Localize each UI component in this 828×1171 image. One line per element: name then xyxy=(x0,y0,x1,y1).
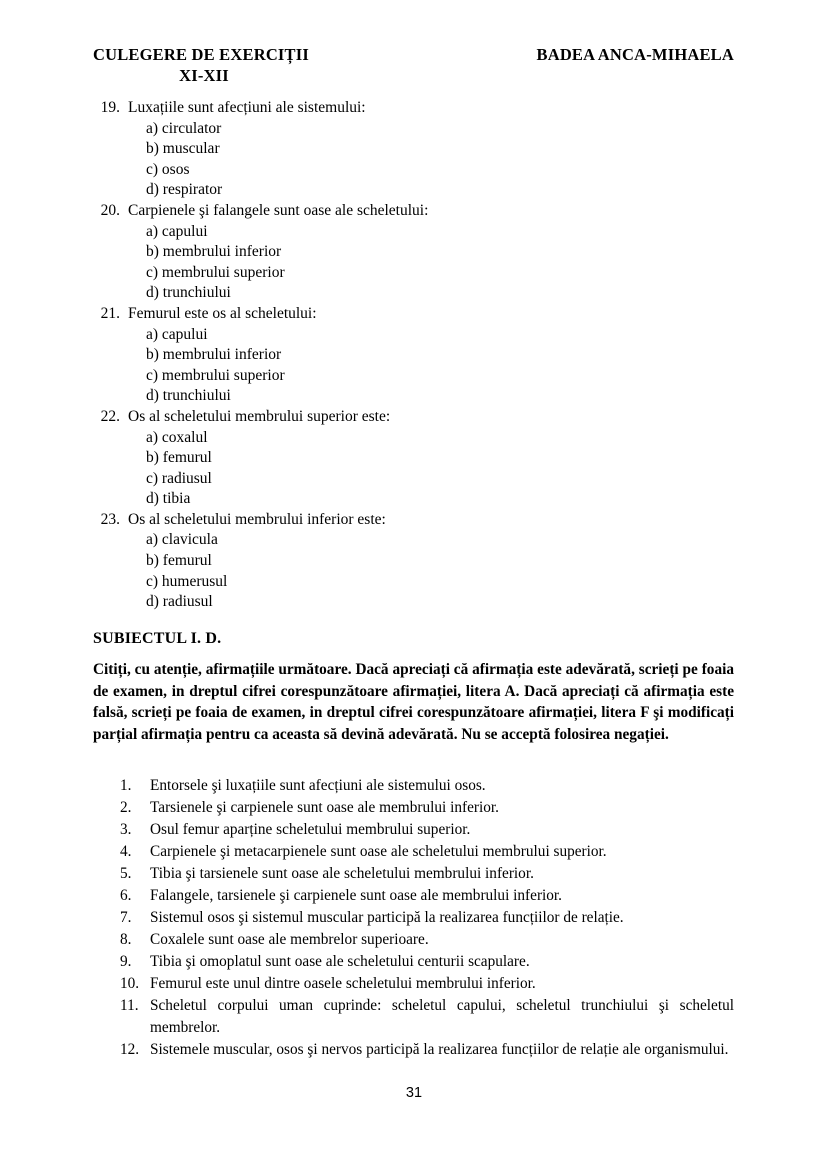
statement-number: 11. xyxy=(120,997,139,1014)
mcq-number: 22. xyxy=(100,407,120,425)
mcq-stem xyxy=(93,304,734,325)
statement-text: Osul femur aparține scheletului membrului superior. xyxy=(150,821,471,838)
statement-text: Sistemele muscular, osos şi nervos participă la realizarea funcțiilor de relație ale organismului. xyxy=(150,1040,729,1058)
header-title-line2: XI-XII xyxy=(179,66,229,85)
mcq-option[interactable]: d) trunchiului xyxy=(146,284,231,302)
mcq-option[interactable]: d) radiusul xyxy=(146,593,213,611)
section-heading: SUBIECTUL I. D. xyxy=(93,630,222,647)
mcq-item xyxy=(93,407,734,510)
mcq-number: 20. xyxy=(100,201,120,219)
mcq-stem-text: Carpienele şi falangele sunt oase ale scheletului: xyxy=(128,201,429,219)
running-header xyxy=(93,44,734,88)
list-item[interactable] xyxy=(120,973,734,995)
mcq-option[interactable]: a) coxalul xyxy=(146,428,208,446)
statement-text: Falangele, tarsienele şi carpienele sunt oase ale membrului inferior. xyxy=(150,887,563,904)
statement-text: Entorsele şi luxațiile sunt afecțiuni ale sistemului osos. xyxy=(150,777,486,794)
list-item[interactable] xyxy=(120,775,734,797)
mcq-number: 23. xyxy=(100,510,120,528)
mcq-stem-text: Femurul este os al scheletului: xyxy=(128,304,317,322)
statement-number: 4. xyxy=(120,843,132,860)
mcq-option[interactable]: b) femurul xyxy=(146,552,212,570)
statement-text: Carpienele şi metacarpienele sunt oase ale scheletului membrului superior. xyxy=(150,843,607,860)
header-author: BADEA ANCA-MIHAELA xyxy=(536,45,734,64)
page-number: 31 xyxy=(405,1085,423,1101)
statement-number: 12. xyxy=(120,1040,140,1058)
mcq-option[interactable]: d) tibia xyxy=(146,490,191,508)
mcq-stem-text: Luxațiile sunt afecțiuni ale sistemului: xyxy=(128,99,366,116)
mcq-option[interactable]: c) radiusul xyxy=(146,469,212,487)
mcq-stem xyxy=(93,201,734,222)
mcq-number: 19. xyxy=(100,99,120,116)
list-item[interactable] xyxy=(120,929,734,951)
statement-text: Scheletul corpului uman cuprinde: scheletul capului, scheletul trunchiului şi scheletul membrelor. xyxy=(150,997,734,1036)
mcq-stem-text: Os al scheletului membrului inferior este: xyxy=(128,510,386,528)
statement-number: 7. xyxy=(120,909,132,926)
mcq-number: 21. xyxy=(100,304,120,322)
list-item[interactable] xyxy=(120,885,734,907)
list-item[interactable] xyxy=(120,797,734,819)
statement-text: Femurul este unul dintre oasele scheletului membrului inferior. xyxy=(150,975,536,992)
multiple-choice-list xyxy=(93,98,734,613)
instructions-paragraph: Citiți, cu atenție, afirmațiile următoare. Dacă apreciați că afirmația este adevărată, scrieți pe foaia de examen, in dreptul cifrei corespunzătoare afirmației, litera A. Dacă apreciați că afirmația este falsă, scrieți pe foaia de examen, in dreptul cifrei corespunzătoare afirmației, litera F şi modificați parțial afirmația pentru ca aceasta să devină adevărată. Nu se acceptă folosirea negației. xyxy=(93,661,734,743)
mcq-option[interactable]: b) membrului inferior xyxy=(146,243,282,261)
statements-list xyxy=(120,775,734,1061)
list-item[interactable] xyxy=(120,1039,734,1061)
mcq-option[interactable]: c) membrului superior xyxy=(146,366,285,384)
statement-text: Sistemul osos şi sistemul muscular participă la realizarea funcțiilor de relație. xyxy=(150,909,624,926)
statement-number: 2. xyxy=(120,799,132,816)
mcq-stem xyxy=(93,98,734,119)
mcq-item xyxy=(93,201,734,304)
mcq-item xyxy=(93,510,734,613)
mcq-stem xyxy=(93,510,734,531)
mcq-item xyxy=(93,98,734,201)
statement-number: 1. xyxy=(120,777,132,794)
mcq-option[interactable]: b) muscular xyxy=(146,140,220,158)
statement-text: Tibia şi tarsienele sunt oase ale scheletului membrului inferior. xyxy=(150,865,534,882)
mcq-option[interactable]: a) circulator xyxy=(146,119,222,137)
list-item[interactable] xyxy=(120,841,734,863)
header-book-title xyxy=(93,44,423,86)
statement-text: Coxalele sunt oase ale membrelor superioare. xyxy=(150,931,429,948)
statement-text: Tibia şi omoplatul sunt oase ale scheletului centurii scapulare. xyxy=(150,953,530,970)
mcq-option[interactable]: a) capului xyxy=(146,222,208,240)
list-item[interactable] xyxy=(120,995,734,1038)
list-item[interactable] xyxy=(120,951,734,973)
statement-number: 8. xyxy=(120,931,132,948)
header-title-line1: CULEGERE DE EXERCIȚII xyxy=(93,45,310,64)
statement-number: 5. xyxy=(120,865,132,882)
mcq-option[interactable]: b) femurul xyxy=(146,449,212,467)
list-item[interactable] xyxy=(120,863,734,885)
mcq-option[interactable]: c) osos xyxy=(146,160,190,178)
statement-number: 6. xyxy=(120,887,132,904)
mcq-stem-text: Os al scheletului membrului superior este: xyxy=(128,407,391,425)
statement-text: Tarsienele şi carpienele sunt oase ale membrului inferior. xyxy=(150,799,499,816)
list-item[interactable] xyxy=(120,907,734,929)
mcq-option[interactable]: c) membrului superior xyxy=(146,263,285,281)
statement-number: 9. xyxy=(120,953,132,970)
mcq-stem xyxy=(93,407,734,428)
mcq-option[interactable]: a) clavicula xyxy=(146,531,218,549)
mcq-option[interactable]: c) humerusul xyxy=(146,572,228,590)
list-item[interactable] xyxy=(120,819,734,841)
statement-number: 3. xyxy=(120,821,132,838)
mcq-item xyxy=(93,304,734,407)
mcq-option[interactable]: b) membrului inferior xyxy=(146,346,282,364)
mcq-option[interactable]: d) respirator xyxy=(146,181,223,199)
mcq-option[interactable]: a) capului xyxy=(146,325,208,343)
statement-number: 10. xyxy=(120,975,140,992)
mcq-option[interactable]: d) trunchiului xyxy=(146,387,231,405)
